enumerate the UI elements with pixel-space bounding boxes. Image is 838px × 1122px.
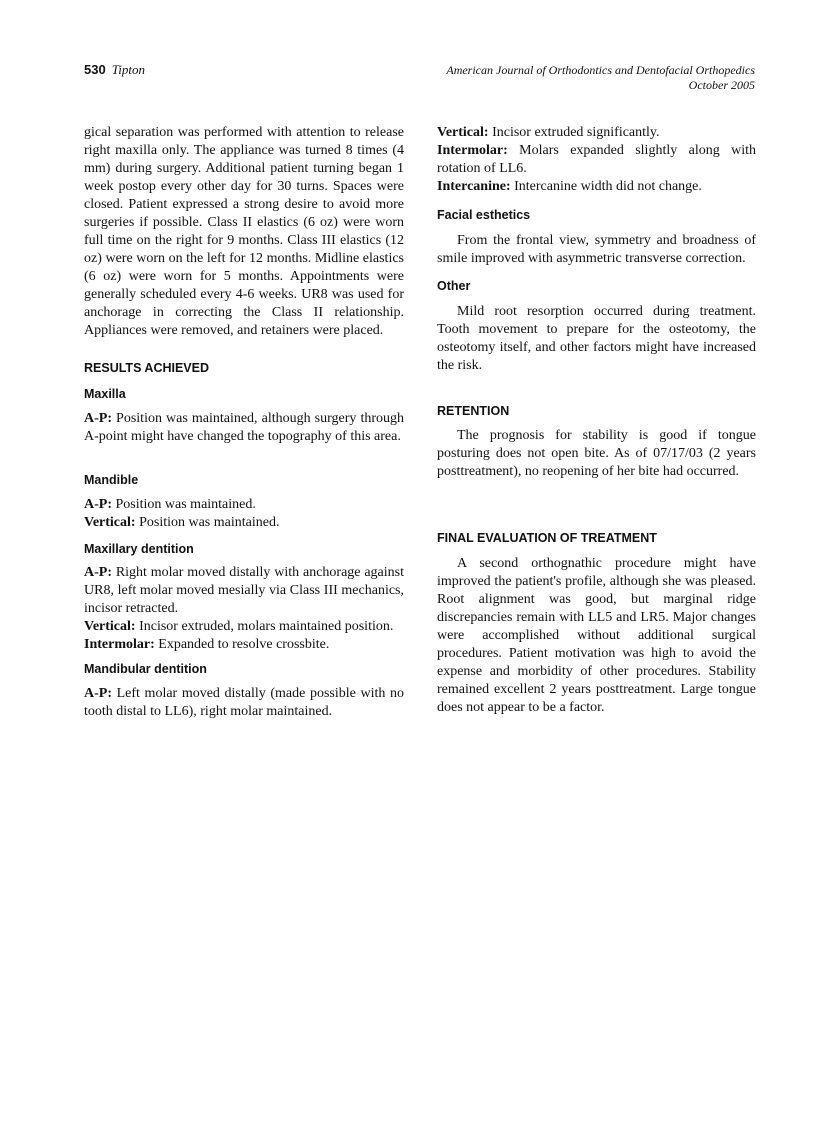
label: A-P: — [84, 497, 112, 512]
page-number: 530 — [84, 62, 106, 77]
mandibular-dentition-continued — [437, 124, 756, 196]
author: Tipton — [111, 62, 145, 77]
subheading-mandible: Mandible — [84, 473, 139, 487]
issue-date: October 2005 — [688, 78, 755, 92]
subheading-mandibular-dentition: Mandibular dentition — [84, 662, 207, 676]
running-header-right — [446, 63, 755, 93]
other-paragraph: Mild root resorption occurred during treatment. Tooth movement to prepare for the osteotomy, the osteotomy itself, and other factors might have increased the risk. — [437, 304, 756, 373]
final-evaluation-paragraph: A second orthognathic procedure might have improved the patient's profile, although she was pleased. Root alignment was good, but marginal ridge discrepancies remain with LL5 and LR5. Major changes were accomplished without additional surgical procedures. Patient motivation was high to avoid the expense and morbidity of other procedures. Stability remained excellent 2 years posttreatment. Large tongue does not appear to be a factor. — [437, 556, 756, 715]
label: A-P: — [84, 686, 112, 701]
text: Intercanine width did not change. — [510, 179, 702, 194]
section-heading-results: RESULTS ACHIEVED — [84, 361, 210, 375]
mandible-details — [84, 496, 404, 532]
label: A-P: — [84, 411, 112, 426]
text: Right molar moved distally with anchorage against UR8, left molar moved mesially via Class III mechanics, incisor retracted. — [84, 565, 404, 616]
maxilla-ap — [84, 410, 404, 446]
text: Position was maintained, although surgery through A-point might have changed the topography of this area. — [84, 411, 404, 444]
subheading-maxilla: Maxilla — [84, 387, 126, 401]
retention-paragraph: The prognosis for stability is good if tongue posturing does not open bite. As of 07/17/03 (2 years posttreatment), no reopening of her bite had occurred. — [437, 428, 756, 479]
text: Incisor extruded, molars maintained position. — [135, 619, 394, 634]
label: Intercanine: — [437, 179, 511, 194]
intro-paragraph: gical separation was performed with attention to release right maxilla only. The appliance was turned 8 times (4 mm) during surgery. Additional patient turning began 1 week postop every other day for 30 turns. Spaces were closed. Patient expressed a strong desire to avoid more surgeries if possible. Class II elastics (6 oz) were worn full time on the right for 9 months. Class III elastics (12 oz) were worn on the left for 12 months. Midline elastics (6 oz) were worn for 5 months. Appointments were generally scheduled every 4-6 weeks. UR8 was used for anchorage in correcting the Class II relationship. Appliances were removed, and retainers were placed. — [84, 125, 404, 338]
text: Molars expanded slightly along with rotation of LL6. — [437, 143, 756, 176]
label: Vertical: — [84, 619, 136, 634]
label: A-P: — [84, 565, 112, 580]
facial-esthetics-paragraph: From the frontal view, symmetry and broadness of smile improved with asymmetric transverse correction. — [437, 233, 756, 266]
subheading-other: Other — [437, 279, 471, 293]
section-heading-final-evaluation: FINAL EVALUATION OF TREATMENT — [437, 531, 657, 545]
subheading-maxillary-dentition: Maxillary dentition — [84, 542, 194, 556]
section-heading-retention: RETENTION — [437, 404, 510, 418]
label: Vertical: — [437, 125, 489, 140]
label: Intermolar: — [84, 637, 155, 652]
text: Position was maintained. — [112, 497, 256, 512]
journal-title: American Journal of Orthodontics and Dentofacial Orthopedics — [446, 63, 755, 77]
label: Intermolar: — [437, 143, 508, 158]
subheading-facial-esthetics: Facial esthetics — [437, 208, 531, 222]
running-header-left — [84, 62, 145, 78]
text: Expanded to resolve crossbite. — [154, 637, 330, 652]
maxillary-dentition-details — [84, 564, 404, 654]
label: Vertical: — [84, 515, 136, 530]
text: Position was maintained. — [135, 515, 280, 530]
mandibular-dentition-ap — [84, 685, 404, 721]
text: Left molar moved distally (made possible with no tooth distal to LL6), right molar maintained. — [84, 686, 404, 719]
text: Incisor extruded significantly. — [488, 125, 660, 140]
